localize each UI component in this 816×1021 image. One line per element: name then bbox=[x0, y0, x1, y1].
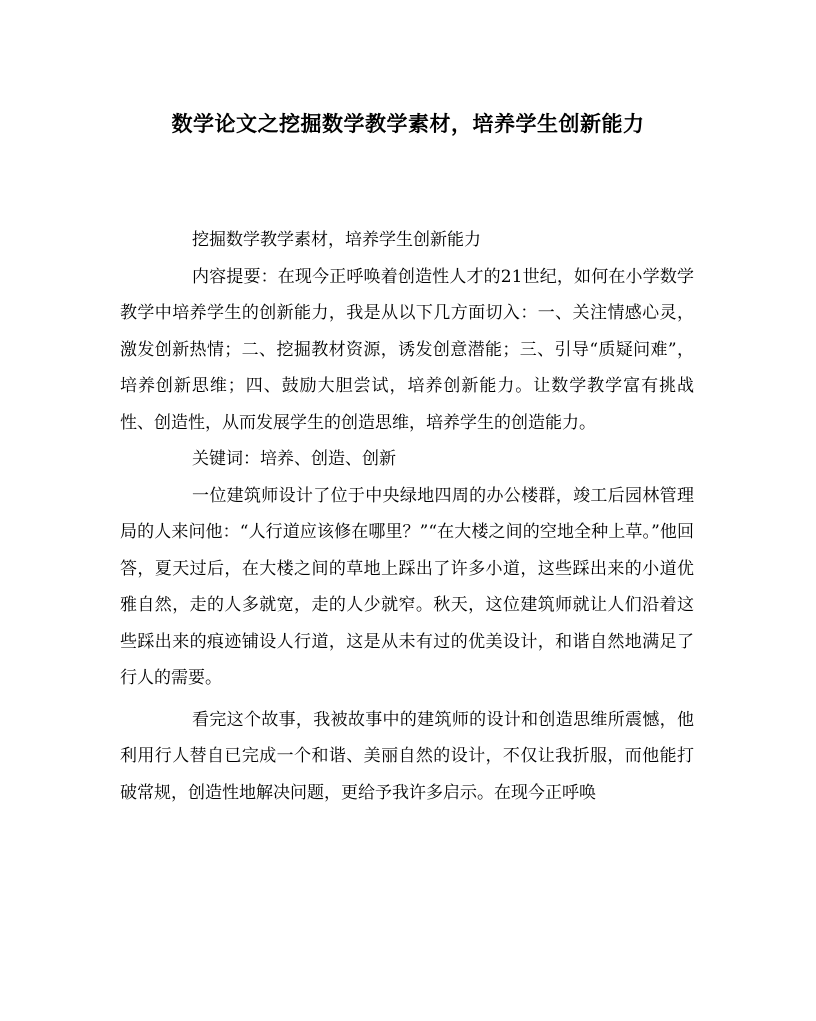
abstract-paragraph: 内容提要：在现今正呼唤着创造性人才的21世纪，如何在小学数学教学中培养学生的创新能力，我是从以下几方面切入：一、关注情感心灵，激发创新热情；二、挖掘教材资源，诱发创意潜能；三、引导“质疑问难”，培养创新思维；四、鼓励大胆尝试，培养创新能力。让数学教学富有挑战性、创造性，从而发展学生的创造思维，培养学生的创造能力。 bbox=[120, 266, 694, 433]
keywords-paragraph: 关键词：培养、创造、创新 bbox=[192, 449, 396, 469]
document-body bbox=[120, 222, 694, 811]
document-title: 数学论文之挖掘数学教学素材，培养学生创新能力 bbox=[171, 111, 645, 136]
story-paragraph: 一位建筑师设计了位于中央绿地四周的办公楼群，竣工后园林管理局的人来问他：“人行道应该修在哪里？”“在大楼之间的空地全种上草。”他回答，夏天过后，在大楼之间的草地上踩出了许多小道，这些踩出来的小道优雅自然，走的人多就宽，走的人少就窄。秋天，这位建筑师就让人们沿着这些踩出来的痕迹铺设人行道，这是从未有过的优美设计，和谐自然地满足了行人的需要。 bbox=[120, 485, 694, 688]
reflection-paragraph: 看完这个故事，我被故事中的建筑师的设计和创造思维所震憾，他利用行人替自已完成一个和谐、美丽自然的设计，不仅让我折服，而他能打破常规，创造性地解决问题，更给予我许多启示。在现今正呼唤 bbox=[120, 709, 694, 803]
subtitle-paragraph: 挖掘数学教学素材，培养学生创新能力 bbox=[192, 230, 481, 250]
